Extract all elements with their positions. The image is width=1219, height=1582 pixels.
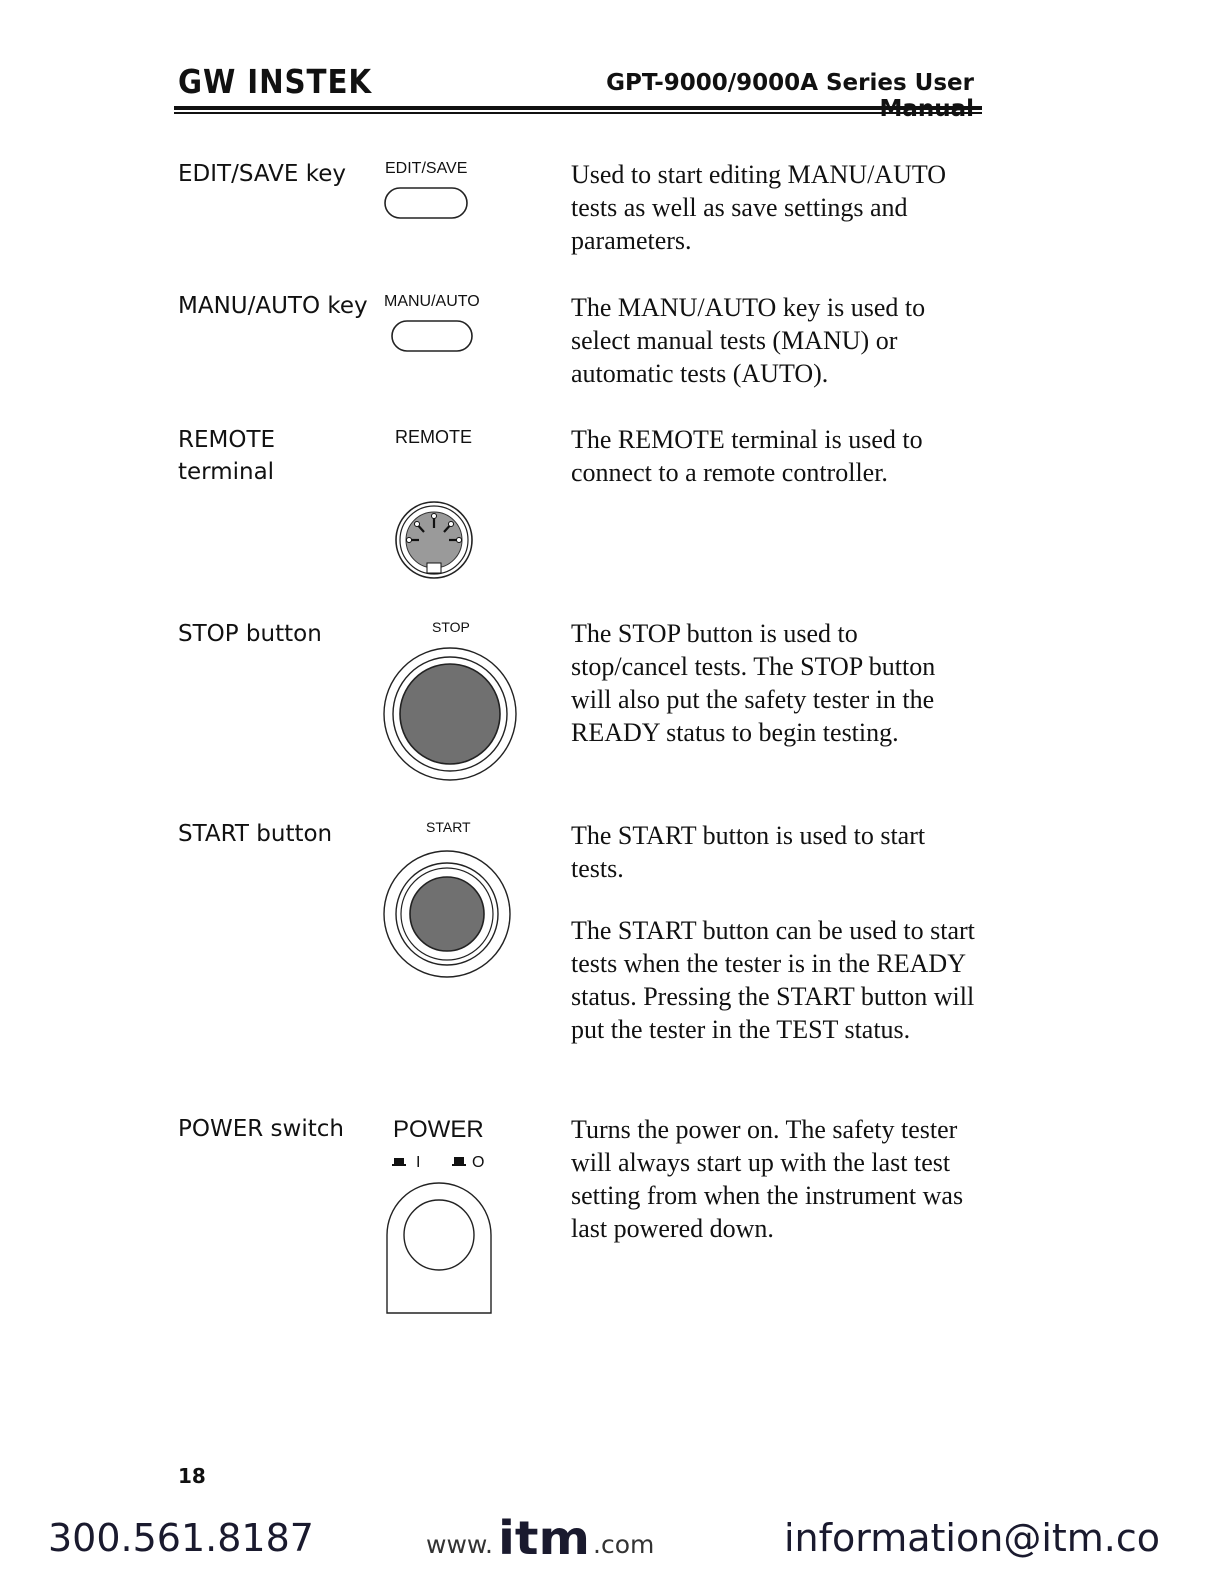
description-start-2: The START button can be used to start tests when the tester is in the READY status. Pressing the START button will put the tester in the TEST status. (571, 916, 975, 1044)
description-stop: The STOP button is used to stop/cancel tests. The STOP button will also put the safety tester in the READY status to begin testing. (571, 619, 936, 747)
gw-instek-logo (178, 62, 378, 100)
page-number: 18 (178, 1464, 206, 1488)
start-button-icon (381, 848, 513, 980)
document-title: GPT-9000/9000A Series User (606, 70, 974, 96)
panel-label-power: POWER (393, 1116, 484, 1143)
header-rule (174, 106, 982, 110)
itm-logo (498, 1516, 590, 1558)
footer-phone: 300.561.8187 (48, 1516, 314, 1560)
power-on-mark-icon (392, 1158, 406, 1166)
edit-save-key-icon (383, 186, 471, 222)
description-edit-save: Used to start editing MANU/AUTO tests as well as save settings and parameters. (571, 160, 947, 255)
description-power: Turns the power on. The safety tester will always start up with the last test setting from when the instrument was last powered down. (571, 1115, 964, 1243)
panel-label-edit-save: EDIT/SAVE (385, 160, 468, 177)
description-remote: The REMOTE terminal is used to connect to a remote controller. (571, 425, 923, 487)
description-manu-auto: The MANU/AUTO key is used to select manual tests (MANU) or automatic tests (AUTO). (571, 293, 926, 388)
term-stop-button: STOP button (178, 621, 322, 647)
power-on-off-marks (390, 1152, 490, 1172)
panel-label-manu-auto: MANU/AUTO (384, 293, 480, 310)
itm-logo-text: itm (498, 1516, 590, 1558)
manu-auto-key-icon (390, 319, 478, 355)
footer-www: www. (426, 1530, 493, 1559)
term-remote-terminal: REMOTE terminal (178, 427, 276, 485)
din-connector-icon (393, 500, 477, 584)
power-on-symbol: I (416, 1154, 421, 1171)
footer-email: information@itm.co (784, 1516, 1161, 1560)
panel-label-stop: STOP (432, 619, 470, 635)
term-start-button: START button (178, 821, 333, 847)
power-off-symbol: O (472, 1154, 485, 1171)
term-manu-auto-key: MANU/AUTO key (178, 293, 368, 319)
logo-text: GW INSTEK (178, 62, 373, 100)
term-edit-save-key: EDIT/SAVE key (178, 161, 346, 187)
description-start: The START button is used to start tests. (571, 821, 926, 883)
stop-button-icon (381, 645, 519, 783)
term-power-switch: POWER switch (178, 1116, 344, 1142)
footer-com: .com (593, 1530, 655, 1559)
power-switch-icon (385, 1182, 495, 1316)
panel-label-remote: REMOTE (395, 427, 473, 447)
power-off-mark-icon (452, 1157, 466, 1166)
panel-label-start: START (426, 819, 471, 835)
header-rule-thin (174, 112, 982, 114)
